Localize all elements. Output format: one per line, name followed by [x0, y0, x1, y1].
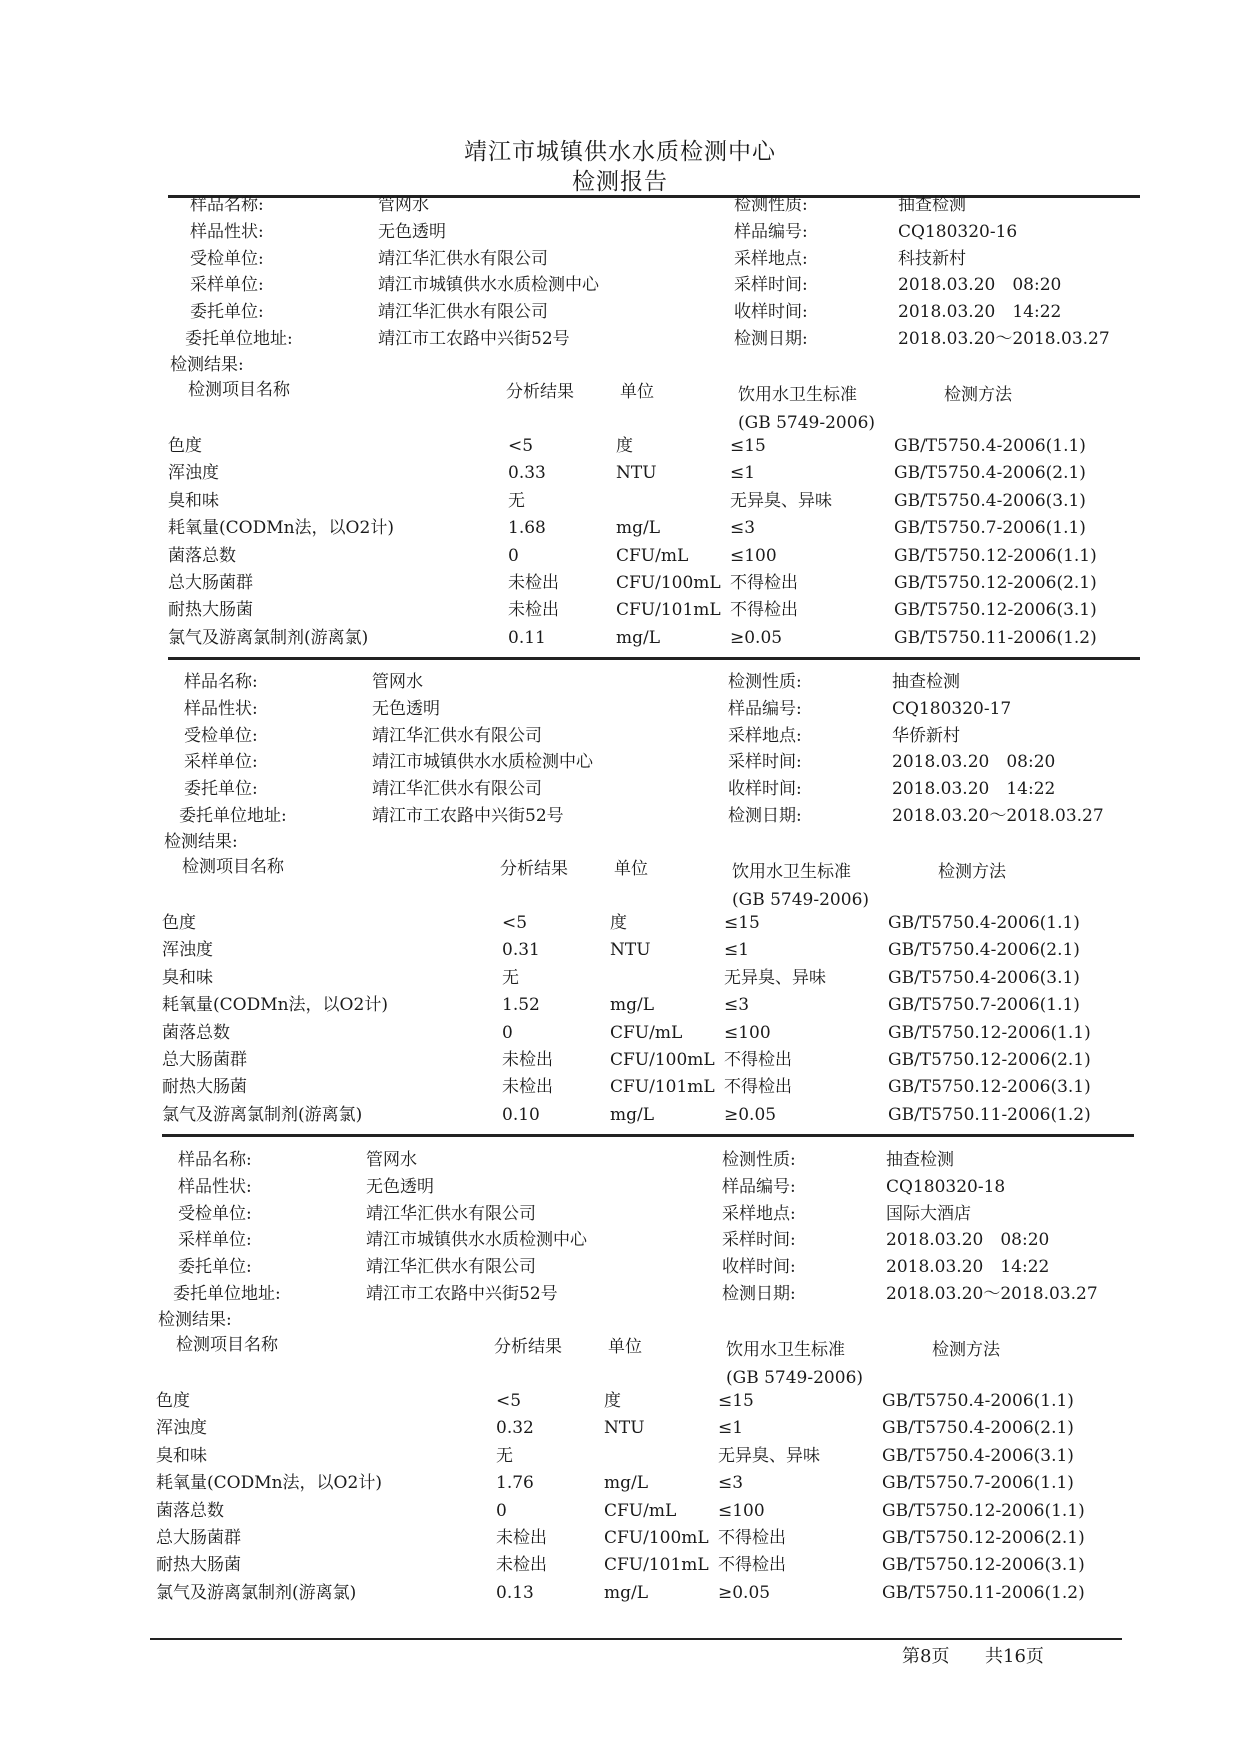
row-method: GB/T5750.4-2006(1.1) — [888, 913, 1080, 933]
value-inspected-unit: 靖江华汇供水有限公司 — [366, 1203, 536, 1224]
header-item: 检测项目名称 — [182, 857, 284, 877]
page-total: 共16页 — [985, 1646, 1044, 1667]
header-method: 检测方法 — [932, 1340, 1000, 1360]
row-result: <5 — [508, 436, 534, 456]
row-item: 菌落总数 — [156, 1500, 224, 1521]
label-sampling-location: 采样地点: — [722, 1203, 796, 1224]
value-test-nature: 抽查检测 — [892, 672, 960, 692]
row-method: GB/T5750.4-2006(3.1) — [894, 490, 1086, 511]
row-standard: ≤3 — [724, 995, 750, 1016]
label-sampling-time: 采样时间: — [722, 1230, 796, 1251]
row-result: <5 — [496, 1391, 522, 1411]
value-client-address: 靖江市工农路中兴街52号 — [366, 1284, 558, 1304]
block-divider — [168, 657, 1140, 660]
label-sample-no: 样品编号: — [722, 1176, 796, 1197]
row-method: GB/T5750.7-2006(1.1) — [894, 518, 1086, 539]
row-unit: CFU/mL — [616, 545, 689, 566]
row-standard: 无异臭、异味 — [724, 967, 826, 988]
value-sample-appearance: 无色透明 — [366, 1176, 434, 1197]
row-standard: ≤15 — [718, 1391, 754, 1411]
header-item: 检测项目名称 — [188, 380, 290, 400]
value-test-nature: 抽查检测 — [898, 195, 966, 215]
value-sampling-location: 华侨新村 — [892, 725, 960, 746]
label-test-nature: 检测性质: — [722, 1150, 796, 1170]
row-result: 1.68 — [508, 518, 546, 539]
label-receipt-time: 收样时间: — [728, 779, 802, 800]
row-unit: CFU/mL — [604, 1500, 677, 1521]
header-unit: 单位 — [608, 1337, 642, 1357]
label-sample-name: 样品名称: — [184, 672, 258, 692]
row-method: GB/T5750.11-2006(1.2) — [888, 1104, 1091, 1125]
value-client-unit: 靖江华汇供水有限公司 — [366, 1257, 536, 1278]
row-item: 耐热大肠菌 — [168, 600, 253, 621]
value-sampling-location: 国际大酒店 — [886, 1203, 971, 1224]
row-item: 氯气及游离氯制剂(游离氯) — [162, 1104, 363, 1125]
label-sample-appearance: 样品性状: — [178, 1176, 252, 1197]
row-result: 0 — [508, 545, 519, 566]
label-sample-name: 样品名称: — [178, 1150, 252, 1170]
value-sampling-time: 2018.03.20 08:20 — [886, 1230, 1050, 1251]
row-unit: mg/L — [610, 1104, 655, 1125]
row-standard: ≤100 — [730, 545, 777, 566]
row-item: 氯气及游离氯制剂(游离氯) — [156, 1582, 357, 1603]
row-item: 耐热大肠菌 — [162, 1077, 247, 1098]
row-method: GB/T5750.7-2006(1.1) — [888, 995, 1080, 1016]
row-result: 未检出 — [508, 573, 559, 593]
label-sampling-location: 采样地点: — [734, 248, 808, 269]
row-method: GB/T5750.12-2006(3.1) — [882, 1555, 1085, 1576]
row-item: 浑浊度 — [156, 1418, 207, 1439]
value-inspected-unit: 靖江华汇供水有限公司 — [372, 725, 542, 746]
label-sampling-unit: 采样单位: — [178, 1230, 252, 1251]
row-method: GB/T5750.12-2006(1.1) — [882, 1500, 1085, 1521]
row-standard: ≤100 — [724, 1022, 771, 1043]
row-unit: 度 — [610, 913, 627, 933]
row-method: GB/T5750.4-2006(3.1) — [882, 1445, 1074, 1466]
header-result: 分析结果 — [500, 859, 568, 879]
row-item: 耗氧量(CODMn法，以O2计) — [168, 518, 394, 539]
row-standard: ≤1 — [724, 940, 750, 961]
value-client-address: 靖江市工农路中兴街52号 — [372, 806, 564, 826]
row-method: GB/T5750.12-2006(1.1) — [888, 1022, 1091, 1043]
row-standard: ≤15 — [730, 436, 766, 456]
row-unit: mg/L — [604, 1582, 649, 1603]
value-sampling-unit: 靖江市城镇供水水质检测中心 — [372, 752, 593, 773]
row-unit: CFU/mL — [610, 1022, 683, 1043]
row-standard: ≤15 — [724, 913, 760, 933]
value-inspected-unit: 靖江华汇供水有限公司 — [378, 248, 548, 269]
row-standard: ≥0.05 — [724, 1104, 777, 1125]
label-client-unit: 委托单位: — [190, 302, 264, 323]
row-standard: 不得检出 — [718, 1528, 786, 1548]
header-unit: 单位 — [614, 859, 648, 879]
label-inspected-unit: 受检单位: — [184, 725, 258, 746]
value-test-date: 2018.03.20～2018.03.27 — [886, 1284, 1098, 1304]
label-client-address: 委托单位地址: — [185, 329, 293, 349]
row-item: 耗氧量(CODMn法，以O2计) — [162, 995, 388, 1016]
value-sample-appearance: 无色透明 — [378, 221, 446, 242]
row-standard: 无异臭、异味 — [730, 490, 832, 511]
results-label: 检测结果: — [164, 832, 238, 852]
row-standard: ≤1 — [730, 463, 756, 484]
value-receipt-time: 2018.03.20 14:22 — [892, 779, 1056, 800]
label-sampling-location: 采样地点: — [728, 725, 802, 746]
value-sample-no: CQ180320-17 — [892, 698, 1012, 719]
row-standard: 不得检出 — [724, 1077, 792, 1098]
value-test-nature: 抽查检测 — [886, 1150, 954, 1170]
label-sample-no: 样品编号: — [734, 221, 808, 242]
row-result: 1.52 — [502, 995, 540, 1016]
row-method: GB/T5750.4-2006(1.1) — [882, 1391, 1074, 1411]
label-client-unit: 委托单位: — [178, 1257, 252, 1278]
row-standard: 不得检出 — [730, 600, 798, 621]
label-receipt-time: 收样时间: — [722, 1257, 796, 1278]
report-title: 靖江市城镇供水水质检测中心 — [464, 139, 776, 165]
row-item: 总大肠菌群 — [162, 1050, 247, 1070]
row-result: 未检出 — [496, 1528, 547, 1548]
header-standard-code: (GB 5749-2006) — [732, 890, 870, 910]
label-sample-appearance: 样品性状: — [184, 698, 258, 719]
row-unit: CFU/100mL — [610, 1050, 715, 1070]
label-sampling-unit: 采样单位: — [190, 275, 264, 296]
label-client-unit: 委托单位: — [184, 779, 258, 800]
label-sampling-time: 采样时间: — [734, 275, 808, 296]
row-standard: ≥0.05 — [718, 1582, 771, 1603]
value-sampling-time: 2018.03.20 08:20 — [892, 752, 1056, 773]
label-test-date: 检测日期: — [734, 329, 808, 349]
row-method: GB/T5750.4-2006(1.1) — [894, 436, 1086, 456]
row-result: 0.11 — [508, 627, 546, 648]
row-unit: 度 — [616, 436, 633, 456]
row-method: GB/T5750.12-2006(2.1) — [888, 1050, 1091, 1070]
row-item: 菌落总数 — [162, 1022, 230, 1043]
row-result: 0.32 — [496, 1418, 534, 1439]
label-test-date: 检测日期: — [722, 1284, 796, 1304]
row-method: GB/T5750.12-2006(3.1) — [894, 600, 1097, 621]
value-test-date: 2018.03.20～2018.03.27 — [898, 329, 1110, 349]
row-item: 色度 — [168, 436, 202, 456]
row-result: <5 — [502, 913, 528, 933]
row-result: 未检出 — [496, 1555, 547, 1576]
label-sampling-time: 采样时间: — [728, 752, 802, 773]
value-sample-appearance: 无色透明 — [372, 698, 440, 719]
value-sampling-unit: 靖江市城镇供水水质检测中心 — [378, 275, 599, 296]
row-standard: 无异臭、异味 — [718, 1445, 820, 1466]
row-item: 耗氧量(CODMn法，以O2计) — [156, 1473, 382, 1494]
header-standard: 饮用水卫生标准 — [738, 385, 857, 405]
row-method: GB/T5750.12-2006(1.1) — [894, 545, 1097, 566]
row-standard: 不得检出 — [724, 1050, 792, 1070]
row-item: 臭和味 — [156, 1445, 207, 1466]
value-sample-name: 管网水 — [366, 1150, 417, 1170]
row-result: 1.76 — [496, 1473, 534, 1494]
footer-rule — [150, 1638, 1122, 1640]
row-standard: 不得检出 — [730, 573, 798, 593]
header-standard-code: (GB 5749-2006) — [738, 413, 876, 433]
row-standard: ≤100 — [718, 1500, 765, 1521]
row-result: 0 — [502, 1022, 513, 1043]
row-unit: CFU/100mL — [616, 573, 721, 593]
label-test-date: 检测日期: — [728, 806, 802, 826]
header-result: 分析结果 — [494, 1337, 562, 1357]
row-unit: CFU/101mL — [616, 600, 721, 621]
row-unit: NTU — [604, 1418, 645, 1439]
value-receipt-time: 2018.03.20 14:22 — [886, 1257, 1050, 1278]
row-method: GB/T5750.7-2006(1.1) — [882, 1473, 1074, 1494]
row-result: 未检出 — [508, 600, 559, 621]
row-item: 色度 — [162, 913, 196, 933]
row-unit: mg/L — [610, 995, 655, 1016]
header-method: 检测方法 — [938, 862, 1006, 882]
row-result: 无 — [508, 490, 525, 511]
block-divider — [162, 1134, 1134, 1137]
row-unit: CFU/100mL — [604, 1528, 709, 1548]
row-standard: ≤3 — [730, 518, 756, 539]
row-unit: CFU/101mL — [604, 1555, 709, 1576]
label-inspected-unit: 受检单位: — [178, 1203, 252, 1224]
label-sample-name: 样品名称: — [190, 195, 264, 215]
row-unit: 度 — [604, 1391, 621, 1411]
row-result: 0.13 — [496, 1582, 534, 1603]
value-sampling-time: 2018.03.20 08:20 — [898, 275, 1062, 296]
label-test-nature: 检测性质: — [734, 195, 808, 215]
row-unit: mg/L — [616, 518, 661, 539]
row-method: GB/T5750.12-2006(3.1) — [888, 1077, 1091, 1098]
label-client-address: 委托单位地址: — [173, 1284, 281, 1304]
row-standard: ≤1 — [718, 1418, 744, 1439]
row-method: GB/T5750.4-2006(2.1) — [894, 463, 1086, 484]
value-sample-name: 管网水 — [372, 672, 423, 692]
header-result: 分析结果 — [506, 382, 574, 402]
value-sample-name: 管网水 — [378, 195, 429, 215]
row-result: 未检出 — [502, 1077, 553, 1098]
header-rule — [168, 195, 1140, 198]
header-item: 检测项目名称 — [176, 1335, 278, 1355]
row-method: GB/T5750.4-2006(2.1) — [888, 940, 1080, 961]
value-client-unit: 靖江华汇供水有限公司 — [378, 302, 548, 323]
row-item: 总大肠菌群 — [156, 1528, 241, 1548]
value-client-address: 靖江市工农路中兴街52号 — [378, 329, 570, 349]
row-standard: 不得检出 — [718, 1555, 786, 1576]
row-method: GB/T5750.4-2006(3.1) — [888, 967, 1080, 988]
header-standard: 饮用水卫生标准 — [732, 862, 851, 882]
label-sample-appearance: 样品性状: — [190, 221, 264, 242]
row-result: 0 — [496, 1500, 507, 1521]
row-item: 臭和味 — [162, 967, 213, 988]
row-method: GB/T5750.12-2006(2.1) — [894, 573, 1097, 593]
row-item: 菌落总数 — [168, 545, 236, 566]
value-receipt-time: 2018.03.20 14:22 — [898, 302, 1062, 323]
row-item: 浑浊度 — [162, 940, 213, 961]
row-item: 臭和味 — [168, 490, 219, 511]
row-standard: ≤3 — [718, 1473, 744, 1494]
row-item: 浑浊度 — [168, 463, 219, 484]
row-method: GB/T5750.12-2006(2.1) — [882, 1528, 1085, 1548]
value-test-date: 2018.03.20～2018.03.27 — [892, 806, 1104, 826]
row-method: GB/T5750.11-2006(1.2) — [882, 1582, 1085, 1603]
row-item: 色度 — [156, 1391, 190, 1411]
row-result: 0.31 — [502, 940, 540, 961]
row-unit: NTU — [610, 940, 651, 961]
row-item: 总大肠菌群 — [168, 573, 253, 593]
value-sampling-unit: 靖江市城镇供水水质检测中心 — [366, 1230, 587, 1251]
results-label: 检测结果: — [170, 355, 244, 375]
row-result: 无 — [502, 967, 519, 988]
value-sampling-location: 科技新村 — [898, 248, 966, 269]
row-unit: mg/L — [604, 1473, 649, 1494]
page-number: 第8页 — [902, 1646, 950, 1667]
label-inspected-unit: 受检单位: — [190, 248, 264, 269]
row-unit: CFU/101mL — [610, 1077, 715, 1098]
results-label: 检测结果: — [158, 1310, 232, 1330]
header-standard-code: (GB 5749-2006) — [726, 1368, 864, 1388]
row-result: 无 — [496, 1445, 513, 1466]
label-test-nature: 检测性质: — [728, 672, 802, 692]
header-method: 检测方法 — [944, 385, 1012, 405]
value-sample-no: CQ180320-18 — [886, 1176, 1006, 1197]
label-sample-no: 样品编号: — [728, 698, 802, 719]
header-standard: 饮用水卫生标准 — [726, 1340, 845, 1360]
label-client-address: 委托单位地址: — [179, 806, 287, 826]
row-unit: mg/L — [616, 627, 661, 648]
row-result: 未检出 — [502, 1050, 553, 1070]
row-standard: ≥0.05 — [730, 627, 783, 648]
row-method: GB/T5750.11-2006(1.2) — [894, 627, 1097, 648]
value-sample-no: CQ180320-16 — [898, 221, 1018, 242]
row-unit: NTU — [616, 463, 657, 484]
report-subtitle: 检测报告 — [572, 169, 668, 195]
row-item: 氯气及游离氯制剂(游离氯) — [168, 627, 369, 648]
row-method: GB/T5750.4-2006(2.1) — [882, 1418, 1074, 1439]
row-result: 0.10 — [502, 1104, 540, 1125]
value-client-unit: 靖江华汇供水有限公司 — [372, 779, 542, 800]
row-item: 耐热大肠菌 — [156, 1555, 241, 1576]
label-receipt-time: 收样时间: — [734, 302, 808, 323]
label-sampling-unit: 采样单位: — [184, 752, 258, 773]
header-unit: 单位 — [620, 382, 654, 402]
row-result: 0.33 — [508, 463, 546, 484]
